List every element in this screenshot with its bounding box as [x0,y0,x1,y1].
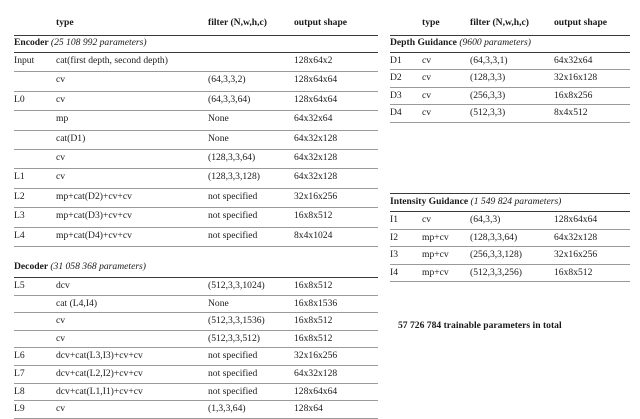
table-row [14,73,378,87]
depth-params: (9600 parameters) [459,37,531,48]
output-cell: 64x32x128 [294,171,338,183]
row-divider [14,383,378,384]
row-divider [14,168,378,169]
filter-cell: (128,3,3,64) [470,231,518,243]
row-divider [14,188,378,189]
table-row [390,89,630,103]
rule [390,52,630,53]
row-divider [14,400,378,401]
layer-cell: L2 [14,190,25,202]
filter-cell: not specified [208,368,258,379]
type-cell: cv [422,107,432,119]
type-cell: mp+cat(D3)+cv+cv [56,210,132,222]
intensity-title: Intensity Guidance (1 549 824 parameters) [390,196,562,207]
row-divider [14,110,378,111]
table-row [14,112,378,126]
layer-cell: L9 [14,403,25,415]
table-row [14,314,378,328]
type-cell: dcv+cat(L1,I1)+cv+cv [56,385,143,397]
rule [14,52,378,53]
type-cell: mp+cv [422,249,449,261]
table-row [14,297,378,311]
row-divider [14,365,378,366]
depth-table [390,14,630,134]
type-cell: cv [56,171,66,183]
filter-cell: (128,3,3,64) [208,152,256,163]
layer-cell: L4 [14,229,25,241]
filter-cell: not specified [208,350,258,362]
table-row [390,213,630,227]
filter-cell: not specified [208,190,258,202]
filter-cell: (128,3,3,128) [208,171,260,183]
output-cell: 64x32x64 [554,55,593,66]
output-cell: 64x32x128 [554,231,598,243]
output-cell: 32x16x256 [294,350,338,362]
decoder-params: (31 058 368 parameters) [50,261,146,272]
row-divider [14,295,378,296]
table-row [390,54,630,68]
filter-cell: (512,3,3,1024) [208,280,265,291]
left-table [14,14,378,415]
output-cell: 16x8x512 [294,210,333,222]
table-row [14,385,378,399]
filter-cell: not specified [208,229,258,241]
output-cell: 16x8x1536 [294,297,338,309]
type-cell: mp+cv [422,266,449,278]
type-cell: mp+cv [422,231,449,243]
layer-cell: I2 [390,231,398,243]
filter-cell: (256,3,3,128) [470,249,522,261]
output-cell: 32x16x128 [554,72,598,84]
table-row [390,248,630,262]
row-divider [390,246,630,247]
layer-cell: L5 [14,280,25,291]
row-divider [390,104,630,105]
layer-cell: L6 [14,350,25,362]
type-cell: cv [56,403,66,415]
table-row [14,190,378,204]
layer-cell: L3 [14,210,25,222]
rule [390,211,630,212]
layer-cell: I4 [390,266,398,278]
layer-cell: I3 [390,249,398,261]
table-row [14,209,378,223]
type-cell: cv [422,214,432,225]
layer-cell: L1 [14,171,25,183]
row-divider [14,347,378,348]
filter-cell: not specified [208,210,258,222]
output-cell: 128x64x64 [294,74,338,86]
type-cell: cv [422,72,432,84]
type-cell: cv [56,152,66,163]
type-cell: cv [56,332,66,344]
type-cell: cat(D1) [56,132,86,144]
total-parameters: 57 726 784 trainable parameters in total [398,320,562,331]
output-cell: 16x8x256 [554,89,593,101]
layer-cell: I1 [390,214,398,225]
filter-cell: (64,3,3,2) [208,74,246,86]
output-cell: 64x32x128 [294,132,338,144]
output-cell: 128x64x64 [294,93,338,105]
rule [14,277,378,278]
filter-cell: (512,3,3,512) [208,332,260,344]
row-divider [14,227,378,228]
layer-cell: L0 [14,93,25,105]
type-cell: mp [56,113,69,125]
table-row [14,279,378,293]
table-row [14,151,378,165]
output-cell: 16x8x512 [294,332,333,344]
table-row [14,402,378,416]
filter-cell: None [208,297,229,309]
output-cell: 128x64 [294,403,323,415]
table-row [14,332,378,346]
filter-cell: not specified [208,385,258,397]
table-row [14,54,378,68]
row-divider [390,229,630,230]
type-cell: cat(first depth, second depth) [56,55,168,66]
layer-cell: L7 [14,368,25,379]
output-cell: 32x16x256 [294,190,338,202]
output-cell: 8x4x1024 [294,229,333,241]
col-output-header: output shape [294,17,348,28]
filter-cell: (64,3,3,64) [208,93,251,105]
table-row [14,170,378,184]
row-divider [390,69,630,70]
type-cell: cv [422,89,432,101]
table-row [14,93,378,107]
output-cell: 16x8x512 [554,266,593,278]
table-row [390,106,630,120]
layer-cell: L8 [14,385,25,397]
table-row [14,349,378,363]
row-divider [14,312,378,313]
col-output-header: output shape [554,17,608,28]
filter-cell: (256,3,3) [470,89,506,101]
type-cell: cat (L4,I4) [56,297,98,309]
table-row [14,132,378,146]
rule [390,193,630,194]
row-divider [14,71,378,72]
output-cell: 64x32x128 [294,368,338,379]
type-cell: cv [56,74,66,86]
table-row [390,231,630,245]
decoder-title: Decoder (31 058 368 parameters) [14,261,146,272]
depth-header-row [390,16,630,30]
layer-cell: D3 [390,89,402,101]
row-divider [390,87,630,88]
filter-cell: (512,3,3) [470,107,506,119]
encoder-params: (25 108 992 parameters) [50,37,147,48]
row-divider [390,281,630,282]
encoder-title: Encoder (25 108 992 parameters) [14,37,147,48]
filter-cell: (512,3,3,256) [470,266,522,278]
col-filter-header: filter (N,w,h,c) [208,17,267,28]
row-divider [390,122,630,123]
filter-cell: (1,3,3,64) [208,403,246,415]
type-cell: cv [56,93,66,105]
filter-cell: (128,3,3) [470,72,506,84]
row-divider [14,130,378,131]
filter-cell: None [208,113,229,125]
layer-cell: D1 [390,55,402,66]
row-divider [14,330,378,331]
type-cell: cv [422,55,432,66]
output-cell: 64x32x128 [294,152,338,163]
output-cell: 128x64x64 [294,385,338,397]
filter-cell: (512,3,3,1536) [208,315,265,327]
layer-cell: D2 [390,72,402,84]
intensity-table [390,193,630,293]
col-filter-header: filter (N,w,h,c) [470,17,529,28]
row-divider [390,264,630,265]
filter-cell: (64,3,3,1) [470,55,508,66]
row-divider [14,207,378,208]
output-cell: 16x8x512 [294,315,333,327]
left-header-row [14,16,378,30]
type-cell: dcv+cat(L2,I2)+cv+cv [56,368,143,379]
output-cell: 128x64x64 [554,214,598,225]
table-row [390,71,630,85]
depth-title: Depth Guidance (9600 parameters) [390,37,531,48]
table-row [390,266,630,280]
layer-cell: Input [14,55,35,66]
intensity-params: (1 549 824 parameters) [470,196,562,207]
type-cell: mp+cat(D2)+cv+cv [56,190,132,202]
filter-cell: (64,3,3) [470,214,501,225]
row-divider [14,91,378,92]
row-divider [14,246,378,247]
layer-cell: D4 [390,107,402,119]
col-type-header: type [422,17,440,28]
col-type-header: type [56,17,74,28]
output-cell: 32x16x256 [554,249,598,261]
filter-cell: None [208,132,229,144]
output-cell: 128x64x2 [294,55,333,66]
row-divider [14,149,378,150]
output-cell: 16x8x512 [294,280,333,291]
table-row [14,229,378,243]
type-cell: dcv [56,280,70,291]
type-cell: dcv+cat(L3,I3)+cv+cv [56,350,143,362]
table-row [14,367,378,381]
type-cell: cv [56,315,66,327]
type-cell: mp+cat(D4)+cv+cv [56,229,132,241]
output-cell: 64x32x64 [294,113,333,125]
output-cell: 8x4x512 [554,107,588,119]
